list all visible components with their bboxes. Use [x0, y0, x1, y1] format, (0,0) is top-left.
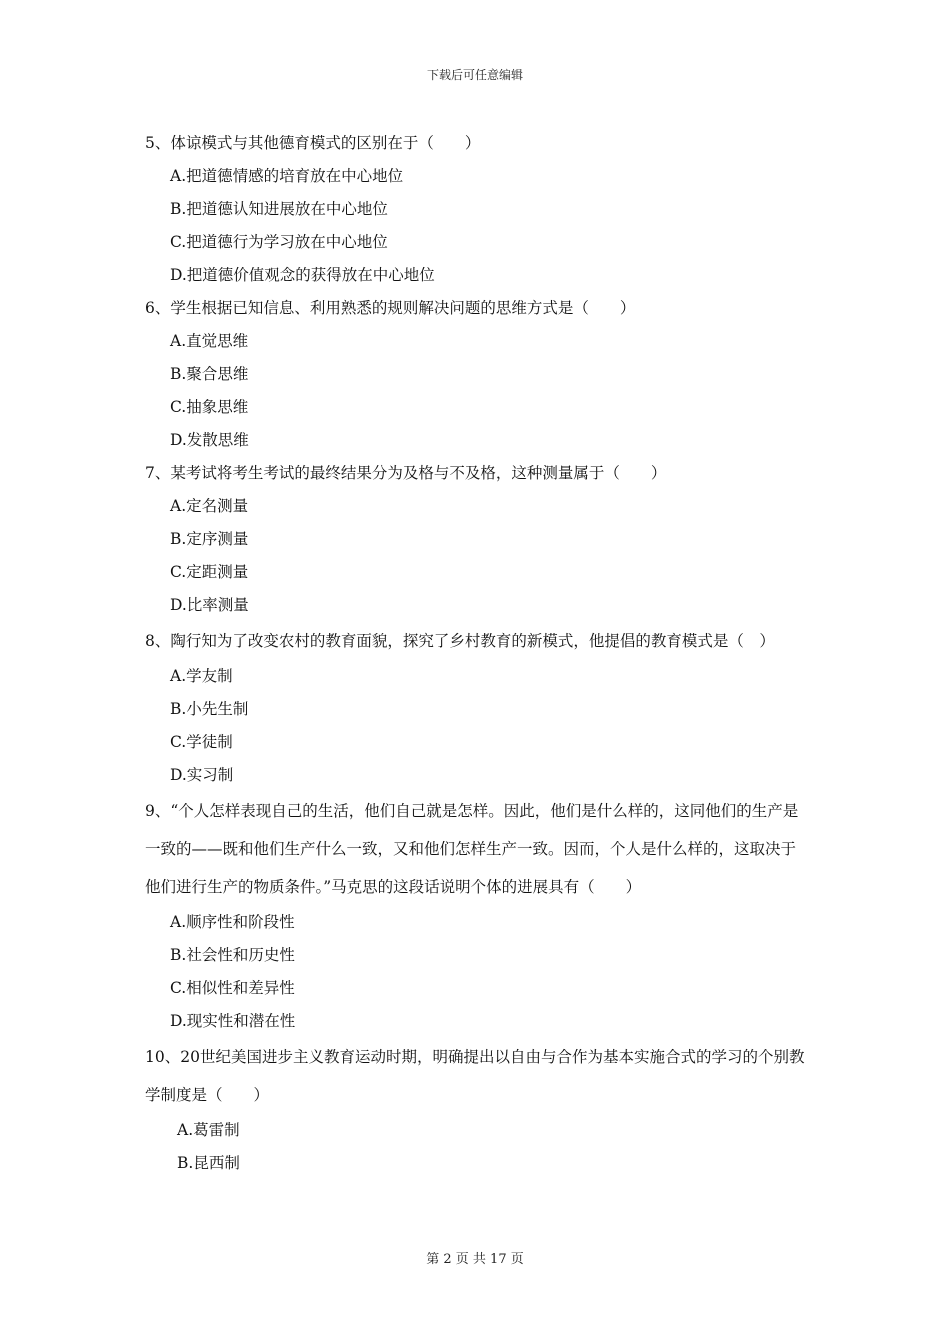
- question-stem: 9、“个人怎样表现自己的生活，他们自己就是怎样。因此，他们是什么样的，这同他们的生产是一致的——既和他们生产什么一致，又和他们怎样生产一致。因而，个人是什么样的，这取决于他们进行生产的物质条件。”马克思的这段话说明个体的进展具有（ ）: [145, 802, 799, 896]
- question-stem: 5、体谅模式与其他德育模式的区别在于（ ）: [145, 134, 481, 152]
- option-a: A.葛雷制: [177, 1121, 240, 1139]
- option-b: B.昆西制: [177, 1154, 240, 1172]
- option-b: B.把道德认知进展放在中心地位: [170, 200, 388, 218]
- option-b: B.聚合思维: [170, 365, 249, 383]
- option-c: C.抽象思维: [170, 398, 249, 416]
- option-b: B.定序测量: [170, 530, 249, 548]
- question-list: [145, 127, 810, 1180]
- option-d: D.现实性和潜在性: [170, 1012, 296, 1030]
- option-c: C.定距测量: [170, 563, 249, 581]
- option-d: D.把道德价值观念的获得放在中心地位: [170, 266, 435, 284]
- option-c: C.学徒制: [170, 733, 233, 751]
- question-stem: 10、20世纪美国进步主义教育运动时期，明确提出以自由与合作为基本实施合式的学习的个别教学制度是（ ）: [145, 1048, 805, 1104]
- question-6: [145, 292, 810, 457]
- option-b: B.社会性和历史性: [170, 946, 295, 964]
- question-10: [145, 1038, 810, 1180]
- option-d: D.比率测量: [170, 596, 249, 614]
- option-c: C.把道德行为学习放在中心地位: [170, 233, 388, 251]
- question-stem: 7、某考试将考生考试的最终结果分为及格与不及格，这种测量属于（ ）: [145, 464, 667, 482]
- question-8: [145, 622, 810, 792]
- option-b: B.小先生制: [170, 700, 249, 718]
- option-a: A.顺序性和阶段性: [170, 913, 295, 931]
- option-c: C.相似性和差异性: [170, 979, 295, 997]
- page-footer: 第 2 页 共 17 页: [426, 1252, 524, 1267]
- option-a: A.直觉思维: [170, 332, 249, 350]
- option-d: D.发散思维: [170, 431, 249, 449]
- question-stem: 6、学生根据已知信息、利用熟悉的规则解决问题的思维方式是（ ）: [145, 299, 636, 317]
- question-7: [145, 457, 810, 622]
- option-a: A.定名测量: [170, 497, 249, 515]
- question-9: [145, 792, 810, 1038]
- question-5: [145, 127, 810, 292]
- page-header: 下载后可任意编辑: [426, 68, 523, 82]
- question-stem: 8、陶行知为了改变农村的教育面貌，探究了乡村教育的新模式，他提倡的教育模式是（ ）: [145, 632, 775, 650]
- option-a: A.学友制: [170, 667, 233, 685]
- option-a: A.把道德情感的培育放在中心地位: [170, 167, 404, 185]
- option-d: D.实习制: [170, 766, 234, 784]
